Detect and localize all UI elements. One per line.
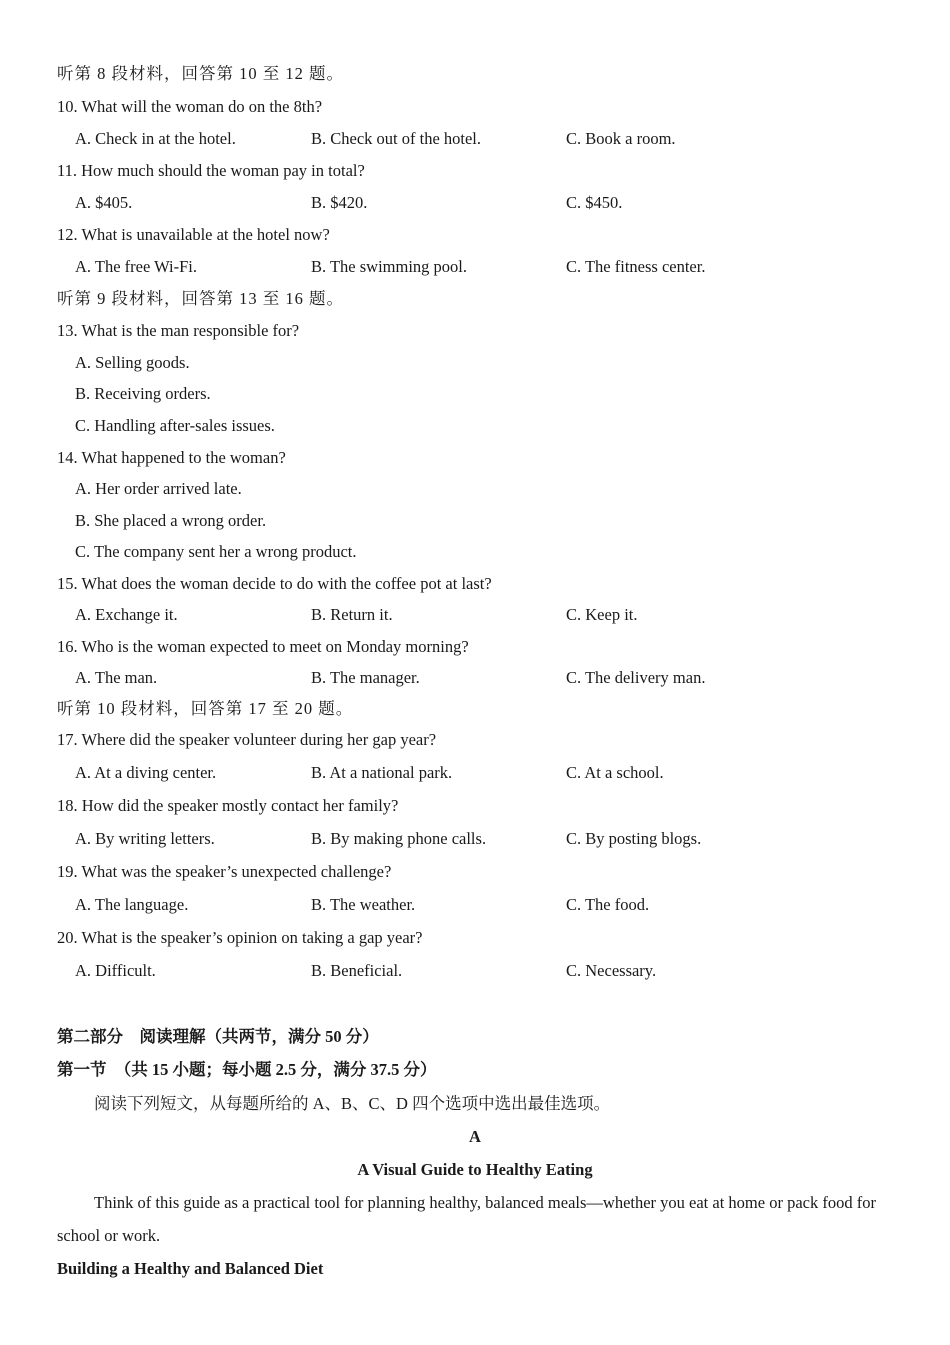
option-c: C. By posting blogs. — [566, 829, 702, 848]
option-a: A. Exchange it. — [75, 605, 178, 624]
section-instruction: 听第 8 段材料，回答第 10 至 12 题。 — [57, 64, 344, 83]
option-c: C. The fitness center. — [566, 257, 706, 276]
option-a: A. At a diving center. — [75, 763, 217, 782]
option-c: C. Keep it. — [566, 605, 638, 624]
option-b: B. Check out of the hotel. — [311, 129, 482, 148]
question-stem: 20. What is the speaker’s opinion on taking a gap year? — [57, 928, 423, 947]
option-b: B. By making phone calls. — [311, 829, 487, 848]
section-title: 第一节 （共 15 小题；每小题 2.5 分，满分 37.5 分） — [57, 1060, 437, 1079]
passage-intro: Think of this guide as a practical tool for planning healthy, balanced meals—whether you eat at home or pack food for school or work. — [57, 1193, 876, 1245]
option-b: B. The swimming pool. — [311, 257, 467, 276]
option-c: C. $450. — [566, 193, 623, 212]
option-b: B. Receiving orders. — [75, 384, 211, 403]
option-c: C. The company sent her a wrong product. — [75, 542, 357, 561]
passage-letter: A — [469, 1127, 481, 1146]
question-stem: 18. How did the speaker mostly contact her family? — [57, 796, 399, 815]
option-a: A. The language. — [75, 895, 189, 914]
option-b: B. She placed a wrong order. — [75, 511, 267, 530]
option-b: B. The manager. — [311, 668, 420, 687]
question-stem: 15. What does the woman decide to do with the coffee pot at last? — [57, 574, 492, 593]
option-a: A. Difficult. — [75, 961, 156, 980]
question-stem: 13. What is the man responsible for? — [57, 321, 300, 340]
question-stem: 17. Where did the speaker volunteer during her gap year? — [57, 730, 437, 749]
option-c: C. The food. — [566, 895, 650, 914]
reading-instruction: 阅读下列短文，从每题所给的 A、B、C、D 四个选项中选出最佳选项。 — [94, 1094, 611, 1113]
option-c: C. At a school. — [566, 763, 664, 782]
option-b: B. The weather. — [311, 895, 416, 914]
question-stem: 11. How much should the woman pay in total? — [57, 161, 365, 180]
option-c: C. Necessary. — [566, 961, 657, 980]
option-c: C. Book a room. — [566, 129, 676, 148]
section-instruction: 听第 10 段材料，回答第 17 至 20 题。 — [57, 699, 354, 718]
section-instruction: 听第 9 段材料，回答第 13 至 16 题。 — [57, 289, 344, 308]
option-b: B. Beneficial. — [311, 961, 403, 980]
option-a: A. Selling goods. — [75, 353, 190, 372]
option-c: C. Handling after-sales issues. — [75, 416, 275, 435]
option-c: C. The delivery man. — [566, 668, 706, 687]
option-a: A. The free Wi-Fi. — [75, 257, 197, 276]
question-stem: 10. What will the woman do on the 8th? — [57, 97, 323, 116]
passage-subheading: Building a Healthy and Balanced Diet — [57, 1259, 324, 1278]
question-stem: 16. Who is the woman expected to meet on Monday morning? — [57, 637, 469, 656]
part-title: 第二部分 阅读理解（共两节，满分 50 分） — [57, 1027, 379, 1046]
option-a: A. Her order arrived late. — [75, 479, 242, 498]
option-a: A. $405. — [75, 193, 133, 212]
passage-title: A Visual Guide to Healthy Eating — [357, 1160, 593, 1179]
option-a: A. Check in at the hotel. — [75, 129, 236, 148]
question-stem: 14. What happened to the woman? — [57, 448, 286, 467]
question-stem: 19. What was the speaker’s unexpected challenge? — [57, 862, 392, 881]
option-b: B. Return it. — [311, 605, 393, 624]
option-b: B. At a national park. — [311, 763, 453, 782]
option-a: A. The man. — [75, 668, 158, 687]
option-b: B. $420. — [311, 193, 368, 212]
option-a: A. By writing letters. — [75, 829, 215, 848]
question-stem: 12. What is unavailable at the hotel now? — [57, 225, 330, 244]
